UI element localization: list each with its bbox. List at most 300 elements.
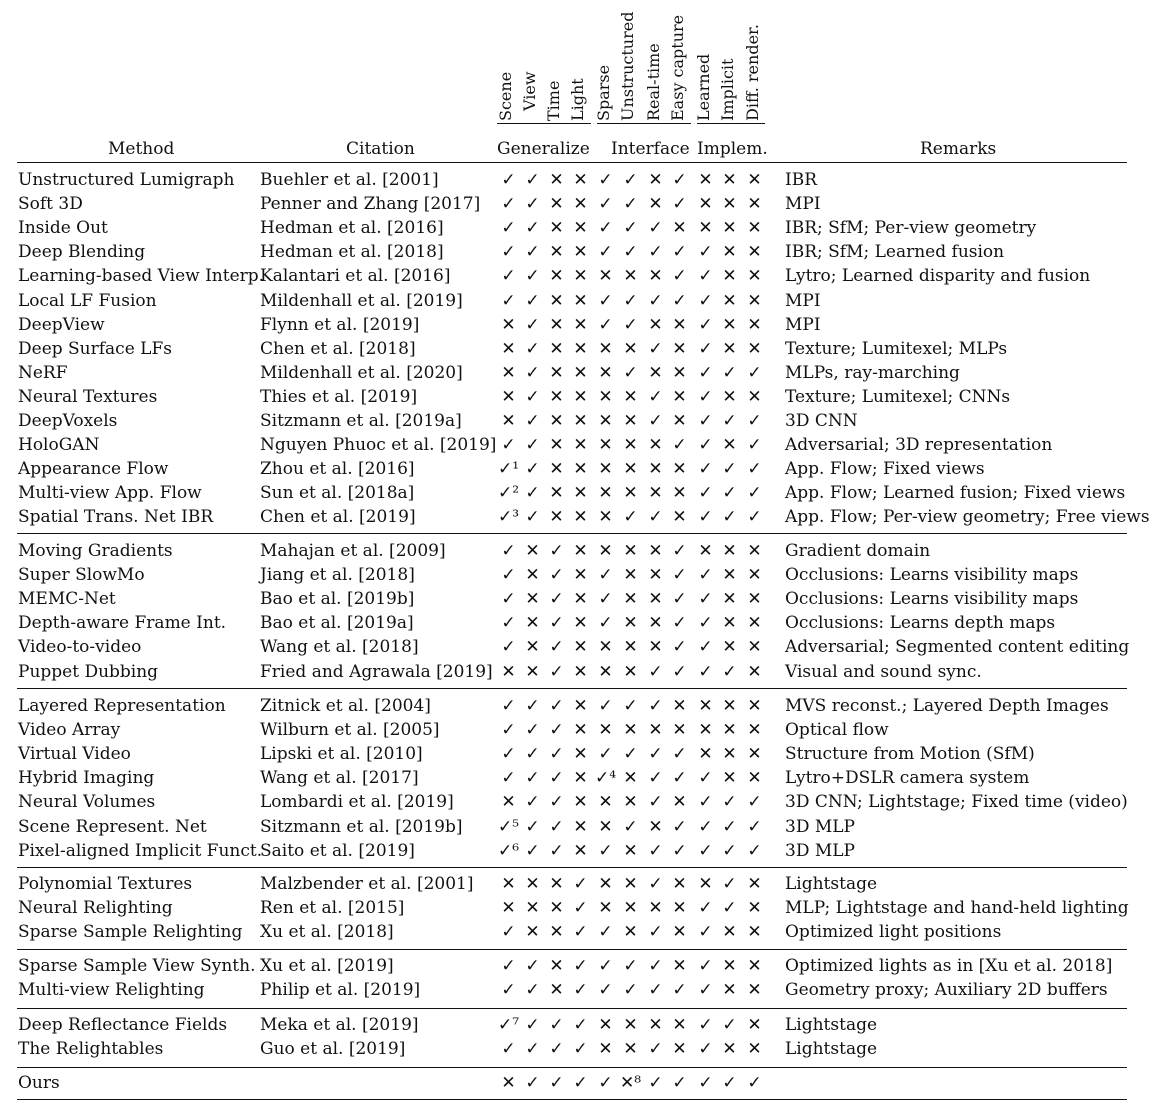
check-mark: ✓ [747,841,762,861]
citation-cell: Penner and Zhang [2017] [260,194,481,214]
remarks-cell: Lightstage [785,1015,878,1035]
cross-mark: ✕ [672,1039,687,1059]
check-mark: ✓ [722,483,737,503]
cross-mark: ✕ [672,411,687,431]
citation-cell: Hedman et al. [2018] [260,242,444,262]
check-mark: ✓ [648,387,663,407]
method-cell: Ours [18,1073,60,1093]
group-rule-interface [597,123,691,124]
col-header-realtime: Real-time [644,43,663,121]
check-mark: ✓ [549,1073,564,1093]
citation-cell: Wang et al. [2017] [260,768,419,788]
check-mark: ✓ [648,1039,663,1059]
method-cell: Appearance Flow [18,459,169,479]
cross-mark: ✕ [747,980,762,1000]
remarks-cell: 3D MLP [785,817,855,837]
cross-mark: ✕ [623,1039,638,1059]
cross-mark: ✕ [747,315,762,335]
citation-cell: Wilburn et al. [2005] [260,720,440,740]
check-mark: ✓ [672,637,687,657]
check-mark: ✓ [648,874,663,894]
check-mark: ✓ [672,589,687,609]
cross-mark: ✕ [598,483,613,503]
check-mark: ✓ [501,218,516,238]
cross-mark: ✕ [525,541,540,561]
cross-mark: ✕ [549,266,564,286]
check-mark: ✓ [623,980,638,1000]
cross-mark: ✕ [623,435,638,455]
cross-mark: ✕ [549,435,564,455]
cross-mark: ✕ [573,266,588,286]
check-mark: ✓ [549,744,564,764]
cross-mark: ✕ [747,589,762,609]
citation-cell: Malzbender et al. [2001] [260,874,474,894]
check-mark: ✓ [501,242,516,262]
remarks-cell: Occlusions: Learns depth maps [785,613,1056,633]
check-mark: ✓² [497,483,520,503]
check-mark: ✓ [549,720,564,740]
cross-mark: ✕ [501,874,516,894]
cross-mark: ✕ [549,956,564,976]
cross-mark: ✕ [573,507,588,527]
remarks-cell: App. Flow; Per-view geometry; Free views [785,507,1150,527]
cross-mark: ✕ [722,589,737,609]
cross-mark: ✕ [672,218,687,238]
cross-mark: ✕ [648,194,663,214]
cross-mark: ✕ [623,922,638,942]
check-mark: ✓ [549,792,564,812]
cross-mark: ✕ [747,613,762,633]
check-mark: ✓ [525,507,540,527]
check-mark: ✓ [598,980,613,1000]
check-mark: ✓ [623,956,638,976]
method-cell: DeepView [18,315,105,335]
check-mark: ✓ [722,898,737,918]
check-mark: ✓ [672,1073,687,1093]
check-mark: ✓ [501,541,516,561]
citation-cell: Chen et al. [2019] [260,507,416,527]
cross-mark: ✕ [573,291,588,311]
check-mark: ✓ [573,1015,588,1035]
check-mark: ✓ [747,435,762,455]
check-mark: ✓ [623,744,638,764]
method-cell: Multi-view Relighting [18,980,205,1000]
col-header-scene: Scene [496,71,515,121]
cross-mark: ✕ [525,565,540,585]
cross-mark: ✕ [672,792,687,812]
check-mark: ✓ [648,792,663,812]
cross-mark: ✕ [722,315,737,335]
check-mark: ✓ [747,411,762,431]
check-mark: ✓ [501,922,516,942]
remarks-cell: Optical flow [785,720,889,740]
check-mark: ✓ [698,898,713,918]
cross-mark: ✕ [549,242,564,262]
cross-mark: ✕ [722,637,737,657]
check-mark: ✓ [549,1039,564,1059]
cross-mark: ✕ [698,170,713,190]
citation-cell: Xu et al. [2018] [260,922,394,942]
check-mark: ✓ [501,613,516,633]
method-cell: Depth-aware Frame Int. [18,613,227,633]
cross-mark: ✕ [598,874,613,894]
remarks-cell: MPI [785,194,821,214]
cross-mark: ✕ [549,315,564,335]
cross-mark: ✕ [648,589,663,609]
check-mark: ✓ [623,315,638,335]
check-mark: ✓ [672,662,687,682]
cross-mark: ✕ [747,218,762,238]
check-mark: ✓ [549,589,564,609]
cross-mark: ✕ [672,483,687,503]
header-rule [17,162,1127,163]
check-mark: ✓ [672,541,687,561]
cross-mark: ✕ [648,898,663,918]
cross-mark: ✕ [722,435,737,455]
cross-mark: ✕ [598,363,613,383]
remarks-cell: Texture; Lumitexel; MLPs [785,339,1008,359]
cross-mark: ✕ [722,170,737,190]
check-mark: ✓ [648,744,663,764]
cross-mark: ✕ [747,898,762,918]
check-mark: ✓ [525,291,540,311]
citation-cell: Jiang et al. [2018] [260,565,415,585]
cross-mark: ✕ [672,1015,687,1035]
check-mark: ✓⁷ [497,1015,520,1035]
check-mark: ✓ [648,956,663,976]
check-mark: ✓ [648,841,663,861]
method-cell: Hybrid Imaging [18,768,155,788]
cross-mark: ✕ [747,565,762,585]
check-mark: ✓ [573,980,588,1000]
check-mark: ✓ [501,194,516,214]
remarks-cell: Optimized lights as in [Xu et al. 2018] [785,956,1113,976]
check-mark: ✓ [501,435,516,455]
cross-mark: ✕ [648,459,663,479]
cross-mark: ✕ [501,1073,516,1093]
cross-mark: ✕ [549,980,564,1000]
citation-cell: Bao et al. [2019b] [260,589,415,609]
check-mark: ✓ [648,922,663,942]
check-mark: ✓ [722,1015,737,1035]
cross-mark: ✕ [549,507,564,527]
method-cell: Unstructured Lumigraph [18,170,235,190]
cross-mark: ✕ [747,768,762,788]
cross-mark: ✕ [598,266,613,286]
check-mark: ✓ [549,541,564,561]
check-mark: ✓ [698,662,713,682]
citation-cell: Sun et al. [2018a] [260,483,415,503]
remarks-cell: Occlusions: Learns visibility maps [785,589,1079,609]
check-mark: ✓ [698,266,713,286]
check-mark: ✓ [698,922,713,942]
cross-mark: ✕ [573,242,588,262]
check-mark: ✓ [525,266,540,286]
check-mark: ✓ [501,637,516,657]
check-mark: ✓ [525,817,540,837]
cross-mark: ✕ [747,696,762,716]
cross-mark: ✕ [623,792,638,812]
cross-mark: ✕ [598,387,613,407]
citation-cell: Philip et al. [2019] [260,980,421,1000]
method-cell: Video Array [18,720,121,740]
check-mark: ✓ [598,170,613,190]
method-cell: Layered Representation [18,696,226,716]
check-mark: ✓ [698,242,713,262]
cross-mark: ✕ [549,218,564,238]
cross-mark: ✕ [648,565,663,585]
check-mark: ✓ [698,339,713,359]
check-mark: ✓ [698,613,713,633]
cross-mark: ✕ [672,874,687,894]
check-mark: ✓ [549,841,564,861]
cross-mark: ✕ [623,613,638,633]
check-mark: ✓ [698,565,713,585]
cross-mark: ✕ [573,696,588,716]
citation-cell: Xu et al. [2019] [260,956,394,976]
check-mark: ✓ [623,363,638,383]
cross-mark: ✕ [623,339,638,359]
check-mark: ✓ [501,170,516,190]
cross-mark: ✕ [722,387,737,407]
check-mark: ✓ [672,744,687,764]
remarks-cell: Optimized light positions [785,922,1002,942]
cross-mark: ✕ [747,922,762,942]
cross-mark: ✕ [598,507,613,527]
check-mark: ✓ [598,565,613,585]
method-cell: HoloGAN [18,435,100,455]
cross-mark: ✕ [573,194,588,214]
check-mark: ✓¹ [497,459,520,479]
cross-mark: ✕ [698,874,713,894]
cross-mark: ✕ [573,218,588,238]
remarks-cell: 3D CNN [785,411,858,431]
cross-mark: ✕ [623,266,638,286]
citation-cell: Guo et al. [2019] [260,1039,406,1059]
check-mark: ✓ [722,841,737,861]
citation-cell: Lipski et al. [2010] [260,744,423,764]
cross-mark: ✕ [722,194,737,214]
cross-mark: ✕ [672,459,687,479]
check-mark: ✓ [648,411,663,431]
check-mark: ✓ [698,956,713,976]
cross-mark: ✕ [747,242,762,262]
method-cell: The Relightables [18,1039,164,1059]
check-mark: ✓ [672,980,687,1000]
citation-cell: Mildenhall et al. [2019] [260,291,463,311]
method-cell: Neural Textures [18,387,158,407]
citation-cell: Thies et al. [2019] [260,387,418,407]
cross-mark: ✕ [747,170,762,190]
citation-cell: Nguyen Phuoc et al. [2019] [260,435,497,455]
cross-mark: ✕ [747,291,762,311]
cross-mark: ✕ [648,720,663,740]
citation-cell: Fried and Agrawala [2019] [260,662,493,682]
cross-mark: ✕ [525,922,540,942]
citation-cell: Flynn et al. [2019] [260,315,420,335]
cross-mark: ✕ [722,980,737,1000]
check-mark: ✓ [598,696,613,716]
method-cell: Scene Represent. Net [18,817,207,837]
cross-mark: ✕ [573,459,588,479]
cross-mark: ✕ [549,291,564,311]
check-mark: ✓ [549,613,564,633]
cross-mark: ✕ [573,589,588,609]
method-cell: Inside Out [18,218,108,238]
cross-mark: ✕ [598,1015,613,1035]
check-mark: ✓⁶ [497,841,520,861]
check-mark: ✓ [525,242,540,262]
cross-mark: ✕ [525,874,540,894]
check-mark: ✓ [623,817,638,837]
cross-mark: ✕ [573,792,588,812]
cross-mark: ✕ [722,1039,737,1059]
method-cell: Neural Relighting [18,898,173,918]
check-mark: ✓ [698,589,713,609]
check-mark: ✓ [573,1073,588,1093]
check-mark: ✓ [598,218,613,238]
check-mark: ✓ [598,841,613,861]
cross-mark: ✕ [672,363,687,383]
method-cell: Pixel-aligned Implicit Funct. [18,841,263,861]
citation-cell: Zitnick et al. [2004] [260,696,431,716]
remarks-cell: Texture; Lumitexel; CNNs [785,387,1011,407]
check-mark: ✓⁴ [594,768,617,788]
section-rule-6 [17,1067,1127,1068]
citation-cell: Lombardi et al. [2019] [260,792,454,812]
check-mark: ✓ [747,1073,762,1093]
cross-mark: ✕ [623,565,638,585]
check-mark: ✓ [598,1073,613,1093]
check-mark: ✓ [501,980,516,1000]
remarks-cell: Geometry proxy; Auxiliary 2D buffers [785,980,1108,1000]
check-mark: ✓ [525,435,540,455]
check-mark: ✓ [573,1039,588,1059]
check-mark: ✓ [598,613,613,633]
check-mark: ✓ [672,768,687,788]
cross-mark: ✕ [623,768,638,788]
check-mark: ✓ [525,459,540,479]
method-cell: Moving Gradients [18,541,173,561]
check-mark: ✓ [525,339,540,359]
check-mark: ✓ [598,956,613,976]
cross-mark: ✕ [501,662,516,682]
check-mark: ✓ [501,589,516,609]
check-mark: ✓ [623,507,638,527]
cross-mark: ✕ [623,898,638,918]
check-mark: ✓ [525,696,540,716]
cross-mark: ✕ [722,339,737,359]
cross-mark: ✕ [573,720,588,740]
cross-mark: ✕ [648,541,663,561]
cross-mark: ✕ [722,613,737,633]
check-mark: ✓ [525,411,540,431]
header-method: Method [108,139,175,159]
check-mark: ✓ [525,363,540,383]
cross-mark: ✕ [747,720,762,740]
cross-mark: ✕ [573,841,588,861]
cross-mark: ✕ [623,411,638,431]
check-mark: ✓ [672,291,687,311]
remarks-cell: IBR; SfM; Learned fusion [785,242,1005,262]
cross-mark: ✕ [549,170,564,190]
check-mark: ✓ [698,1015,713,1035]
cross-mark: ✕ [722,291,737,311]
check-mark: ✓ [698,1039,713,1059]
check-mark: ✓ [623,194,638,214]
check-mark: ✓ [525,218,540,238]
section-rule-4 [17,949,1127,950]
cross-mark: ✕ [747,662,762,682]
cross-mark: ✕ [698,541,713,561]
check-mark: ✓ [525,980,540,1000]
check-mark: ✓ [672,170,687,190]
remarks-cell: Adversarial; 3D representation [785,435,1053,455]
cross-mark: ✕ [747,744,762,764]
check-mark: ✓ [648,291,663,311]
cross-mark: ✕ [549,411,564,431]
cross-mark: ✕ [648,483,663,503]
check-mark: ✓ [501,720,516,740]
remarks-cell: Adversarial; Segmented content editing [785,637,1130,657]
check-mark: ✓ [698,387,713,407]
check-mark: ✓ [698,411,713,431]
cross-mark: ✕ [698,696,713,716]
check-mark: ✓ [698,841,713,861]
remarks-cell: MVS reconst.; Layered Depth Images [785,696,1109,716]
cross-mark: ✕ [747,637,762,657]
citation-cell: Hedman et al. [2016] [260,218,444,238]
check-mark: ✓ [698,435,713,455]
check-mark: ✓ [501,291,516,311]
cross-mark: ✕ [648,170,663,190]
check-mark: ✓ [501,744,516,764]
cross-mark: ✕ [747,339,762,359]
cross-mark: ✕ [722,768,737,788]
check-mark: ✓ [648,218,663,238]
check-mark: ✓ [573,898,588,918]
check-mark: ✓ [573,922,588,942]
check-mark: ✓ [698,980,713,1000]
check-mark: ✓ [672,565,687,585]
col-header-implicit: Implicit [718,58,737,121]
check-mark: ✓ [648,339,663,359]
remarks-cell: Occlusions: Learns visibility maps [785,565,1079,585]
cross-mark: ✕ [648,613,663,633]
check-mark: ✓ [501,696,516,716]
check-mark: ✓ [525,483,540,503]
check-mark: ✓ [501,565,516,585]
method-cell: Sparse Sample View Synth. [18,956,256,976]
cross-mark: ✕ [501,898,516,918]
cross-mark: ✕ [722,744,737,764]
check-mark: ✓ [747,792,762,812]
citation-cell: Mildenhall et al. [2020] [260,363,463,383]
cross-mark: ✕ [672,956,687,976]
method-cell: Deep Surface LFs [18,339,172,359]
cross-mark: ✕ [623,662,638,682]
check-mark: ✓ [698,792,713,812]
cross-mark: ✕ [598,459,613,479]
method-cell: Puppet Dubbing [18,662,159,682]
check-mark: ✓ [623,291,638,311]
cross-mark: ✕ [722,266,737,286]
cross-mark: ✕ [573,662,588,682]
check-mark: ✓ [747,459,762,479]
check-mark: ✓ [698,637,713,657]
cross-mark: ✕ [598,662,613,682]
cross-mark: ✕ [623,541,638,561]
